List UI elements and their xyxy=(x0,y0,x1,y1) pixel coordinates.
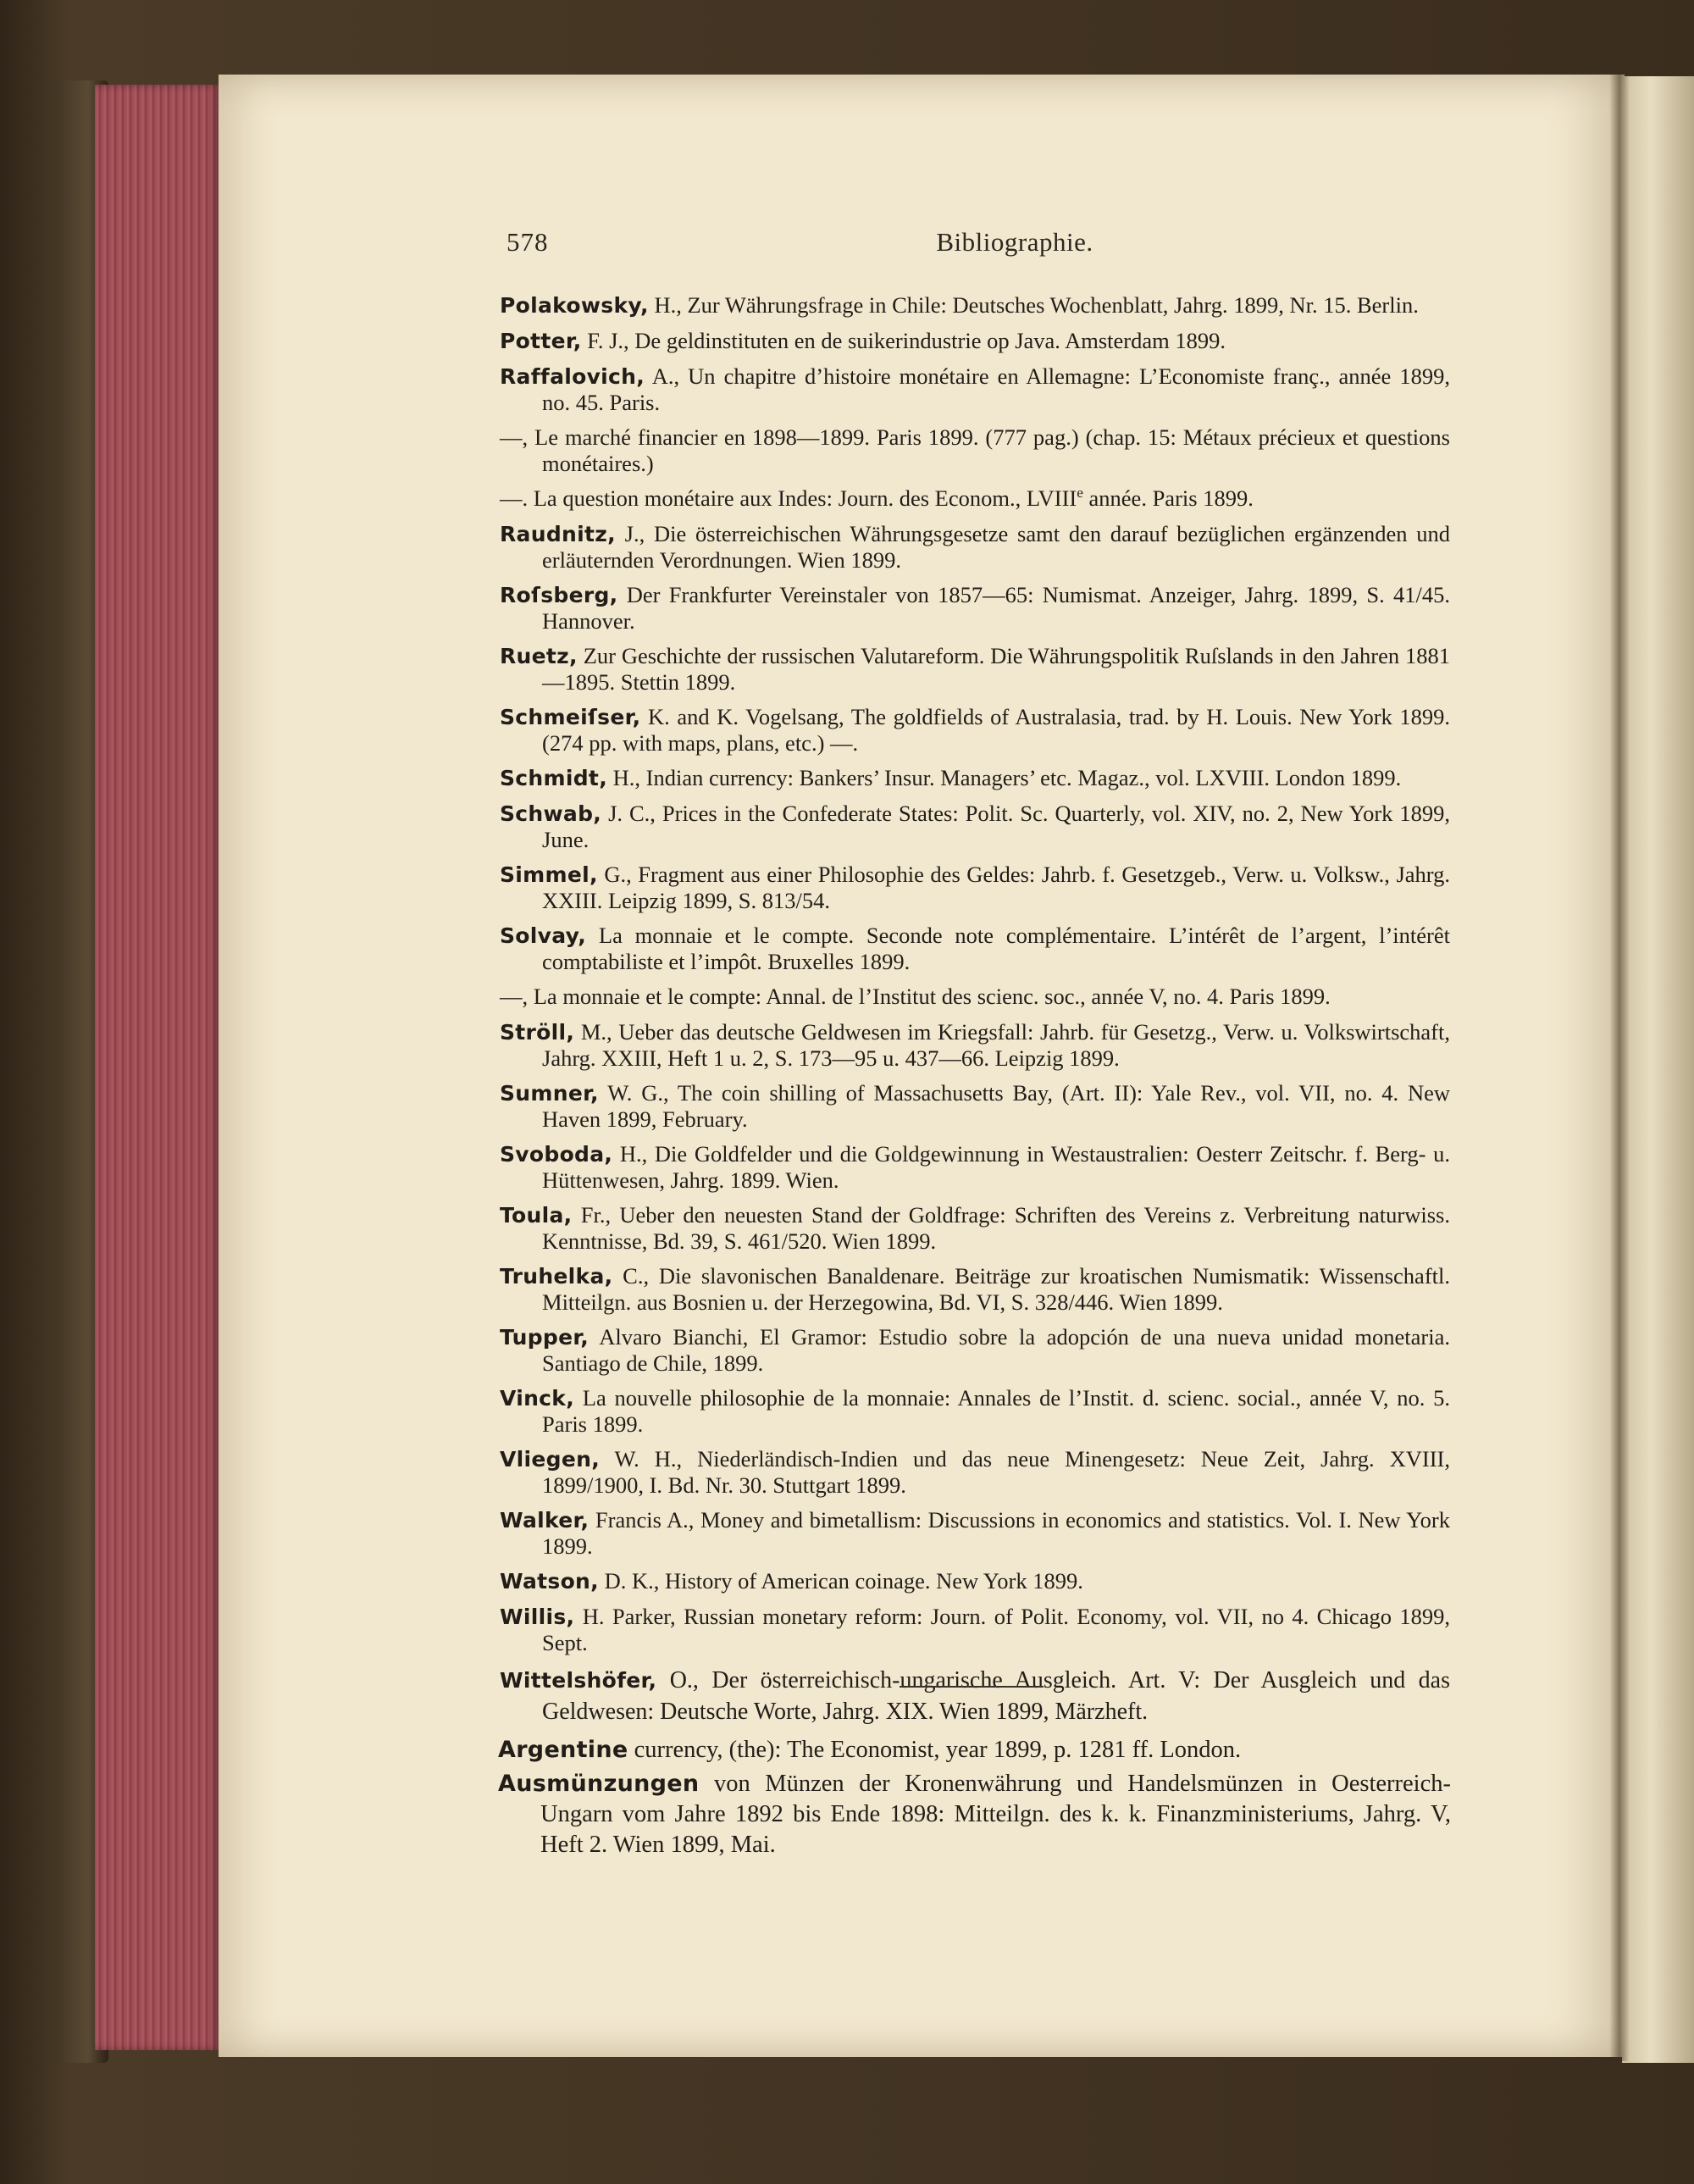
entry-author: Toula, xyxy=(500,1203,573,1228)
bibliography-entry xyxy=(500,1446,1450,1498)
entry-text: Fr., Ueber den neuesten Stand der Goldfrage: Schriften des Vereins z. Verbreitung naturwiss. Kenntnisse, Bd. 39, S. 461/520. Wien 1899. xyxy=(542,1202,1450,1254)
entry-author: Polakowsky, xyxy=(500,293,649,318)
entry-text: W. H., Niederländisch-Indien und das neue Minengesetz: Neue Zeit, Jahrg. XVIII, 1899/1900, I. Bd. Nr. 30. Stuttgart 1899. xyxy=(542,1446,1450,1498)
bibliography-list-secondary xyxy=(498,1735,1451,1864)
entry-author: Potter, xyxy=(500,329,582,353)
bibliography-entry xyxy=(500,801,1450,852)
bibliography-entry xyxy=(500,984,1450,1010)
entry-author: Truhelka, xyxy=(500,1264,613,1289)
entry-author: Vliegen, xyxy=(500,1447,600,1472)
entry-author: Ruetz, xyxy=(500,644,578,668)
adjacent-page xyxy=(1622,76,1694,2063)
entry-text: J., Die österreichischen Währungsgesetze samt den darauf bezüglichen ergänzenden und erläuternden Verordnungen. Wien 1899. xyxy=(542,521,1450,573)
bibliography-entry xyxy=(500,643,1450,695)
section-divider xyxy=(900,1686,1044,1688)
entry-text: —, Le marché financier en 1898—1899. Paris 1899. (777 pag.) (chap. 15: Métaux précieux et questions monétaires.) xyxy=(500,424,1450,476)
entry-text: O., Der österreichisch-ungarische Ausgleich. Art. V: Der Ausgleich und das Geldwesen: Deutsche Worte, Jahrg. XIX. Wien 1899, Märzheft. xyxy=(542,1667,1450,1725)
entry-text: La nouvelle philosophie de la monnaie: Annales de l’Instit. d. scienc. social., année V, no. 5. Paris 1899. xyxy=(542,1385,1450,1437)
entry-text: A., Un chapitre d’histoire monétaire en Allemagne: L’Economiste franç., année 1899, no. 45. Paris. xyxy=(542,363,1450,415)
bibliography-entry xyxy=(500,1385,1450,1437)
entry-author: Willis, xyxy=(500,1605,575,1629)
entry-author: Walker, xyxy=(500,1508,590,1533)
entry-text: La monnaie et le compte. Seconde note complémentaire. L’intérêt de l’argent, l’intérêt comptabiliste et l’impôt. Bruxelles 1899. xyxy=(542,923,1450,974)
entry-text: Francis A., Money and bimetallism: Discussions in economics and statistics. Vol. I. New York 1899. xyxy=(542,1507,1450,1559)
entry-author: Vinck, xyxy=(500,1386,575,1411)
entry-author: Schmidt, xyxy=(500,766,607,790)
bibliography-entry xyxy=(500,1604,1450,1655)
entry-text: H. Parker, Russian monetary reform: Journ. of Polit. Economy, vol. VII, no 4. Chicago 1899, Sept. xyxy=(542,1604,1450,1655)
bibliography-entry xyxy=(500,923,1450,974)
bibliography-entry xyxy=(500,1507,1450,1559)
entry-text: F. J., De geldinstituten en de suikerindustrie op Java. Amsterdam 1899. xyxy=(581,328,1226,353)
entry-text: von Münzen der Kronenwährung und Handelsmünzen in Oesterreich-Ungarn vom Jahre 1892 bis Ende 1898: Mitteilgn. des k. k. Finanzministeriums, Jahrg. V, Heft 2. Wien 1899, Mai. xyxy=(540,1771,1451,1858)
bibliography-entry xyxy=(500,1324,1450,1376)
bibliography-entry xyxy=(500,582,1450,634)
page-header xyxy=(507,227,1472,264)
entry-superscript: e xyxy=(1077,485,1083,502)
entry-text: H., Zur Währungsfrage in Chile: Deutsches Wochenblatt, Jahrg. 1899, Nr. 15. Berlin. xyxy=(648,292,1419,318)
entry-author: Svoboda, xyxy=(500,1142,613,1167)
entry-keyword: Ausmünzungen xyxy=(498,1771,700,1797)
entry-text: —. La question monétaire aux Indes: Journ. des Econom., LVIII xyxy=(500,485,1077,511)
entry-keyword: Argentine xyxy=(498,1737,628,1763)
bibliography-entry xyxy=(500,1080,1450,1132)
entry-author: Raudnitz, xyxy=(500,522,616,546)
entry-text: K. and K. Vogelsang, The goldfields of Australasia, trad. by H. Louis. New York 1899. (274 pp. with maps, plans, etc.) —. xyxy=(542,704,1450,756)
bibliography-entry xyxy=(500,704,1450,756)
bibliography-entry xyxy=(500,521,1450,573)
entry-text: —, La monnaie et le compte: Annal. de l’Institut des scienc. soc., année V, no. 4. Paris 1899. xyxy=(500,984,1331,1009)
entry-author: Roſsberg, xyxy=(500,583,618,607)
entry-text: Zur Geschichte der russischen Valutareform. Die Währungspolitik Ruſslands in den Jahren 1881—1895. Stettin 1899. xyxy=(542,643,1450,695)
entry-text: H., Die Goldfelder und die Goldgewinnung in Westaustralien: Oesterr Zeitschr. f. Berg- u. Hüttenwesen, Jahrg. 1899. Wien. xyxy=(542,1141,1450,1193)
entry-author: Simmel, xyxy=(500,862,598,887)
entry-text: W. G., The coin shilling of Massachusetts Bay, (Art. II): Yale Rev., vol. VII, no. 4. New Haven 1899, February. xyxy=(542,1080,1450,1132)
bibliography-entry xyxy=(498,1735,1451,1765)
entry-text: G., Fragment aus einer Philosophie des Geldes: Jahrb. f. Gesetzgeb., Verw. u. Volksw., Jahrg. XXIII. Leipzig 1899, S. 813/54. xyxy=(542,862,1450,913)
bibliography-entry xyxy=(500,424,1450,476)
bibliography-entry xyxy=(500,1019,1450,1071)
entry-author: Wittelshöfer, xyxy=(500,1668,657,1693)
entry-text: Der Frankfurter Vereinstaler von 1857—65: Numismat. Anzeiger, Jahrg. 1899, S. 41/45. Hannover. xyxy=(542,582,1450,634)
bibliography-list xyxy=(500,292,1450,1734)
bibliography-entry xyxy=(500,1141,1450,1193)
bibliography-entry xyxy=(500,328,1450,354)
entry-text: currency, (the): The Economist, year 1899, p. 1281 ff. London. xyxy=(628,1737,1242,1763)
entry-author: Schwab, xyxy=(500,801,602,826)
gutter-shadow xyxy=(1609,75,1630,2061)
page-edges xyxy=(95,85,220,2050)
entry-text: C., Die slavonischen Banaldenare. Beiträge zur kroatischen Numismatik: Wissenschaftl. Mitteilgn. aus Bosnien u. der Herzegowina, Bd. VI, S. 328/446. Wien 1899. xyxy=(542,1263,1450,1315)
bibliography-entry xyxy=(498,1769,1451,1860)
entry-author: Solvay, xyxy=(500,923,587,948)
bibliography-entry xyxy=(500,485,1450,512)
entry-author: Raffalovich, xyxy=(500,364,645,389)
bibliography-entry xyxy=(500,292,1450,319)
bibliography-entry xyxy=(500,1568,1450,1594)
bibliography-entry xyxy=(500,1263,1450,1315)
entry-text: M., Ueber das deutsche Geldwesen im Kriegsfall: Jahrb. für Gesetzg., Verw. u. Volkswirtschaft, Jahrg. XXIII, Heft 1 u. 2, S. 173—95 u. 437—66. Leipzig 1899. xyxy=(542,1019,1450,1071)
entry-text: H., Indian currency: Bankers’ Insur. Managers’ etc. Magaz., vol. LXVIII. London 1899. xyxy=(607,765,1402,790)
bibliography-entry xyxy=(500,862,1450,913)
bibliography-entry xyxy=(500,363,1450,415)
entry-author: Tupper, xyxy=(500,1325,590,1350)
entry-author: Ströll, xyxy=(500,1020,575,1045)
entry-text: J. C., Prices in the Confederate States: Polit. Sc. Quarterly, vol. XIV, no. 2, New York 1899, June. xyxy=(542,801,1450,852)
entry-text-continued: année. Paris 1899. xyxy=(1082,485,1254,511)
page-number: 578 xyxy=(507,227,549,257)
running-title: Bibliographie. xyxy=(936,227,1093,257)
bibliography-entry xyxy=(500,1665,1450,1727)
entry-author: Schmeiſser, xyxy=(500,705,641,729)
entry-text: D. K., History of American coinage. New York 1899. xyxy=(598,1568,1083,1594)
entry-author: Watson, xyxy=(500,1569,599,1594)
entry-author: Sumner, xyxy=(500,1081,599,1106)
entry-text: Alvaro Bianchi, El Gramor: Estudio sobre la adopción de una nueva unidad monetaria. Santiago de Chile, 1899. xyxy=(542,1324,1450,1376)
bibliography-entry xyxy=(500,1202,1450,1254)
bibliography-entry xyxy=(500,765,1450,791)
